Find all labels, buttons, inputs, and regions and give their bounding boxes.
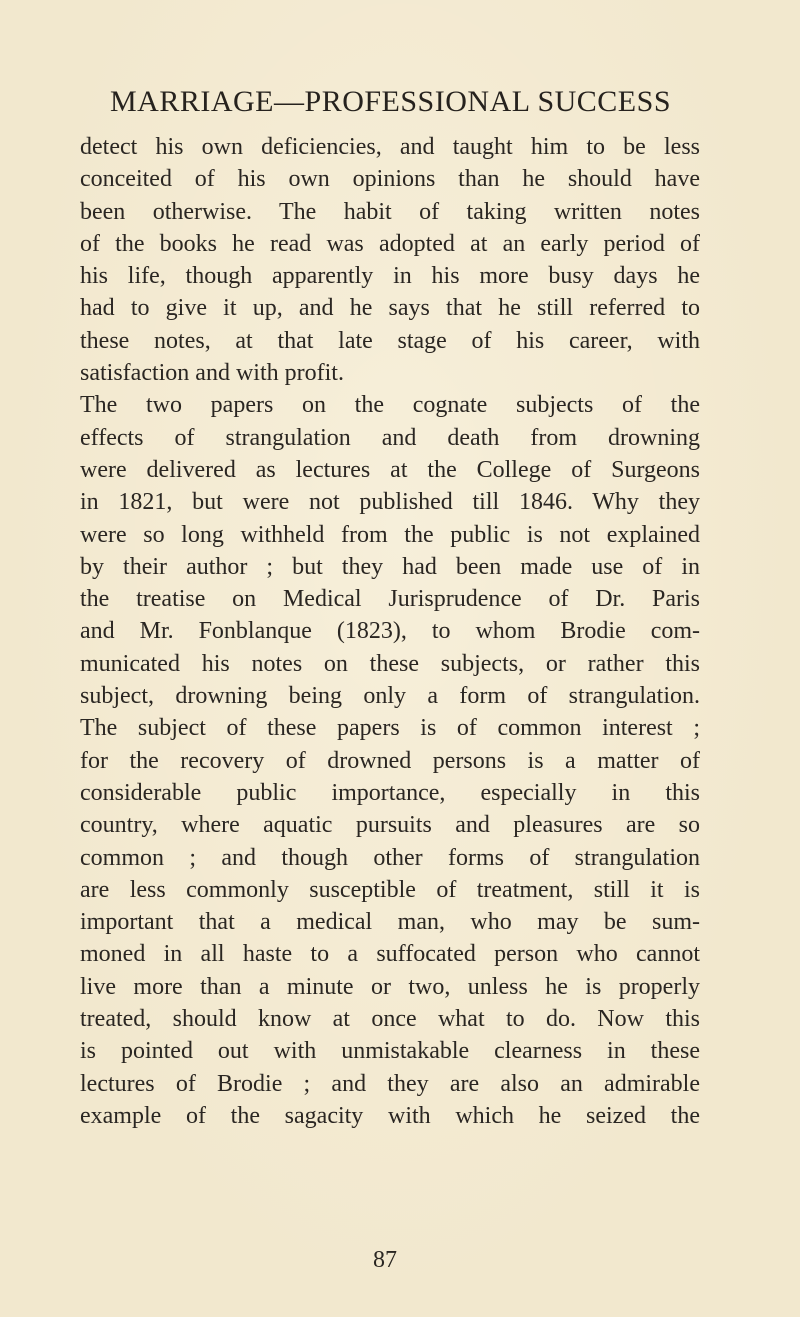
text-line: these notes, at that late stage of his career, with (80, 327, 700, 354)
text-line: is pointed out with unmistakable clearness in these (80, 1038, 700, 1065)
text-line: The subject of these papers is of common interest ; (80, 715, 700, 742)
text-line: had to give it up, and he says that he still referred to (80, 295, 700, 322)
text-line: considerable public importance, especially in this (80, 779, 700, 806)
text-line: subject, drowning being only a form of strangulation. (80, 683, 700, 710)
text-line: lectures of Brodie ; and they are also an admirable (80, 1070, 700, 1097)
text-line: example of the sagacity with which he seized the (80, 1102, 700, 1129)
text-line: important that a medical man, who may be sum- (80, 909, 700, 936)
text-line: moned in all haste to a suffocated person who cannot (80, 941, 700, 968)
text-line: detect his own deficiencies, and taught him to be less (80, 134, 700, 160)
text-line: in 1821, but were not published till 1846. Why they (80, 489, 700, 516)
body-text (80, 131, 700, 1132)
text-line: of the books he read was adopted at an early period of (80, 230, 700, 257)
text-line: his life, though apparently in his more busy days he (80, 263, 700, 290)
running-head: MARRIAGE—PROFESSIONAL SUCCESS (110, 85, 672, 118)
text-line: effects of strangulation and death from drowning (80, 424, 700, 451)
text-line: live more than a minute or two, unless he is properly (80, 973, 700, 1000)
text-line: common ; and though other forms of strangulation (80, 844, 700, 871)
text-line: and Mr. Fonblanque (1823), to whom Brodie com- (80, 618, 700, 645)
page-number: 87 (373, 1247, 397, 1273)
text-line: The two papers on the cognate subjects of the (80, 392, 700, 419)
text-line: the treatise on Medical Jurisprudence of Dr. Paris (80, 586, 700, 613)
text-line: country, where aquatic pursuits and pleasures are so (80, 812, 700, 839)
text-line: are less commonly susceptible of treatment, still it is (80, 876, 700, 903)
text-line: satisfaction and with profit. (80, 360, 344, 387)
text-line: municated his notes on these subjects, or rather this (80, 650, 700, 677)
text-line: treated, should know at once what to do. Now this (80, 1006, 700, 1033)
text-line: were delivered as lectures at the College of Surgeons (80, 456, 700, 483)
text-line: conceited of his own opinions than he should have (80, 166, 700, 193)
text-line: been otherwise. The habit of taking written notes (80, 198, 700, 225)
text-line: for the recovery of drowned persons is a matter of (80, 747, 700, 774)
text-line: were so long withheld from the public is not explained (80, 521, 700, 548)
text-line: by their author ; but they had been made use of in (80, 553, 700, 580)
